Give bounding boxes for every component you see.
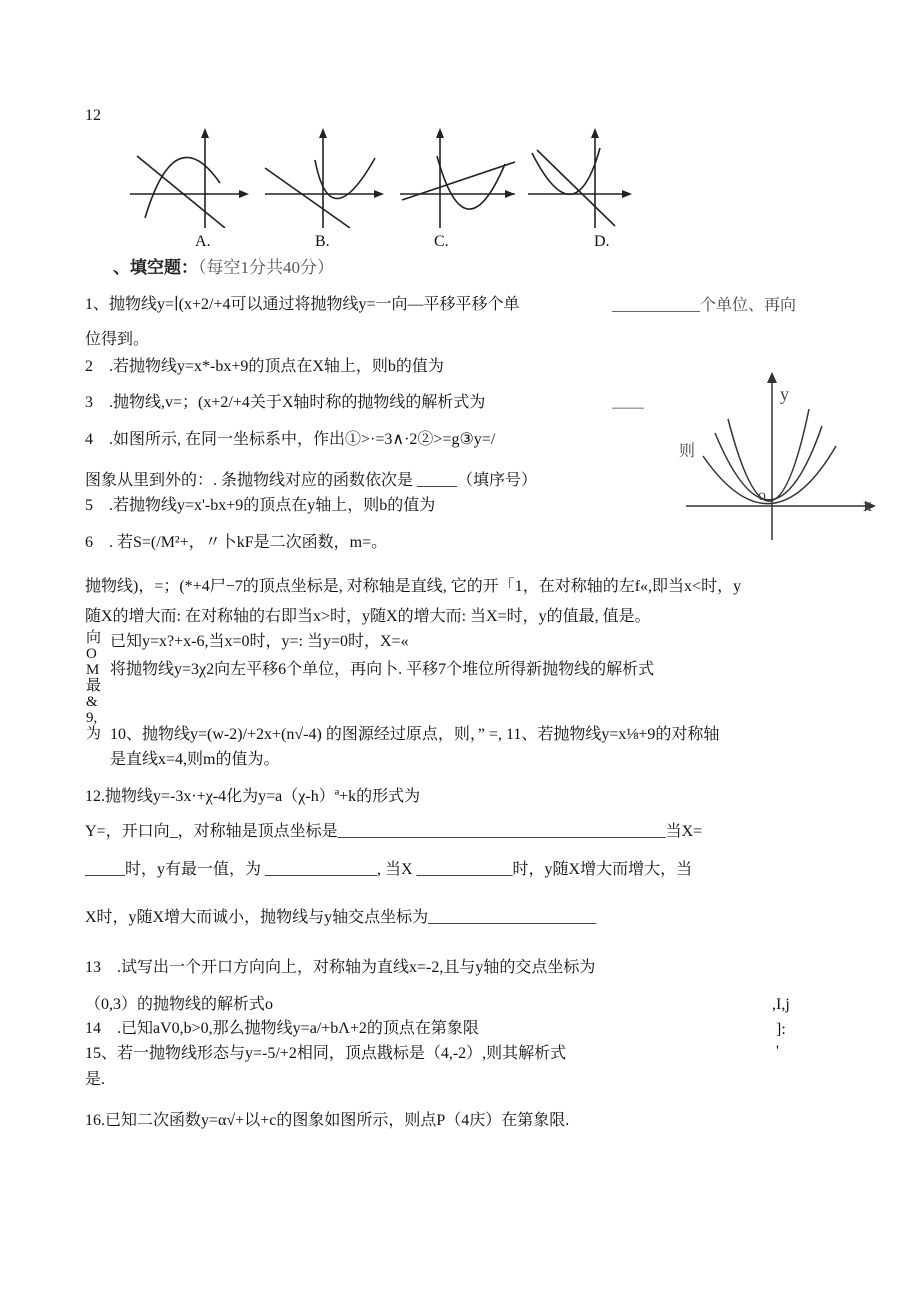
graph-y-label: y <box>780 384 789 404</box>
question-1: 1、抛物线y=∣(x+2/+4可以通过将抛物线y=一向—平移平移个单 <box>85 296 520 313</box>
question-13: 13 .试写出一个开口方向向上，对称轴为直线x=-2,且与y轴的交点坐标为 <box>85 959 596 976</box>
question-6: 6 . 若S=(/M²+，〃卜kF是二次函数，m=。 <box>85 534 388 551</box>
question-1-cont: 位得到。 <box>85 331 150 348</box>
margin-mark-1: ,I,j <box>772 996 790 1013</box>
blank-units-note: ___________个单位、再向 <box>612 297 797 314</box>
margin-mark-3: ' <box>776 1043 779 1060</box>
question-12-line2: Y=，开口向_，对称轴是顶点坐标是_________________________________________当X= <box>85 823 703 840</box>
question-9: 将抛物线y=3χ2向左平移6个单位，再向卜. 平移7个堆位所得新抛物线的解析式 <box>110 661 655 678</box>
dash-mark: —— <box>612 399 644 416</box>
question-12-line3: _____时，y有最一值，为 ______________, 当X ____________时，y随X增大而增大，当 <box>85 861 693 878</box>
answer-choice-graphs <box>125 128 645 228</box>
question-15-cont: 是. <box>85 1071 106 1088</box>
side-vertical-text: 向OM最&9,为 <box>86 630 102 742</box>
question-3: 3 .抛物线,v=；(x+2/+4关于X轴时称的抛物线的解析式为 <box>85 394 486 411</box>
margin-mark-2: ]: <box>776 1021 786 1038</box>
question-11-cont: 是直线x=4,则m的值为。 <box>110 751 280 768</box>
choice-label-d: D. <box>594 233 610 250</box>
choice-label-a: A. <box>195 233 211 250</box>
question-4: 4 .如图所示, 在同一坐标系中，作出①>·=3∧·2②>=g③y=/ <box>85 431 496 448</box>
question-15: 15、若一抛物线形态与y=-5/+2相同，顶点戡标是（4,-2）,则其解析式 <box>85 1045 567 1062</box>
question-8: 已知y=x?+x-6,当x=0时，y=: 当y=0时，X=« <box>110 633 409 650</box>
question-7: 抛物线)，=；(*+4尸−7的顶点坐标是, 对称轴是直线, 它的开「1，在对称轴的左f«,即当x<时，y <box>85 578 742 595</box>
question-12-line4: X时，y随X增大而诚小，抛物线与y轴交点坐标为_____________________ <box>85 909 597 926</box>
question-16: 16.已知二次函数y=α√+以+c的图象如图所示，则点P（4庆）在第象限. <box>85 1112 570 1129</box>
question-10-11: 10、抛物线y=(w-2)/+2x+(n√-4) 的图源经过原点，则，” =, 11、若抛物线y=x⅛+9的对称轴 <box>110 726 720 743</box>
heading-title: 、填空题： <box>113 258 198 277</box>
choice-label-c: C. <box>434 233 449 250</box>
heading-note: （每空1分共40分） <box>198 258 334 277</box>
question-5: 5 .若抛物线y=x'-bx+9的顶点在y轴上，则b的值为 <box>85 497 436 514</box>
question-14: 14 .已知aV0,b>0,那么抛物线y=a/+bΛ+2的顶点在第象限 <box>85 1020 479 1037</box>
graph-origin-label: o <box>758 487 766 504</box>
choice-label-b: B. <box>315 233 330 250</box>
question-13-cont: （0,3）的抛物线的解析式o <box>85 996 274 1013</box>
question-12: 12.抛物线y=-3x·+χ-4化为y=a（χ-h）ª+k的形式为 <box>85 788 421 805</box>
graph-x-label: x <box>863 495 872 515</box>
question-number: 12 <box>85 107 101 124</box>
question-7-cont: 随X的增大而: 在对称轴的右即当x>时，y随X的增大而: 当X=时，y的值最, 值是。 <box>85 608 651 625</box>
section-heading <box>113 258 334 278</box>
question-2: 2 .若抛物线y=x*-bx+9的顶点在X轴上，则b的值为 <box>85 358 444 375</box>
question-4-cont: 图象从里到外的：. 条抛物线对应的函数依次是 _____（填序号） <box>85 472 538 489</box>
ze-char: 则 <box>679 443 696 460</box>
